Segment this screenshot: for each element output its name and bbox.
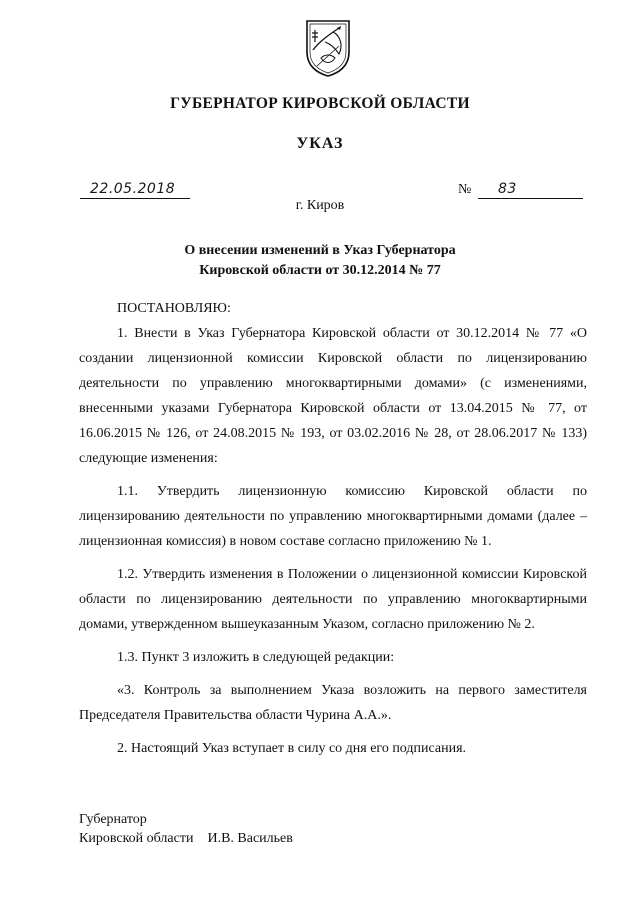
- number-field: [478, 182, 583, 199]
- signature-block: [79, 810, 293, 848]
- issuer-heading: ГУБЕРНАТОР КИРОВСКОЙ ОБЛАСТИ: [170, 95, 470, 112]
- coat-of-arms-icon: [303, 18, 353, 78]
- paragraph-1-3-quote: «3. Контроль за выполнением Указа возложить на первого заместителя Председателя Правительства области Чурина А.А.».: [79, 683, 587, 723]
- document-type-heading: УКАЗ: [296, 135, 344, 152]
- city-label: г. Киров: [295, 198, 345, 213]
- signatory-name: И.В. Васильев: [207, 831, 293, 846]
- subject-line-1: О внесении изменений в Указ Губернатора: [184, 243, 456, 258]
- subject-line-2: Кировской области от 30.12.2014 № 77: [199, 263, 441, 278]
- paragraph-1-3: 1.3. Пункт 3 изложить в следующей редакции:: [117, 650, 395, 665]
- document-body: [79, 296, 587, 761]
- paragraph-1: 1. Внести в Указ Губернатора Кировской области от 30.12.2014 № 77 «О создании лицензионной комиссии Кировской области по лицензированию деятельности по управлению многоквартирными домами» (с изменениями, внесенными указами Губернатора Кировской области от 13.04.2015 № 77, от 16.06.2015 № 126, от 24.08.2015 № 193, от 03.02.2016 № 28, от 28.06.2017 № 133) следующие изменения:: [79, 326, 587, 466]
- signatory-title-line-1: Губернатор: [79, 812, 147, 827]
- signatory-title-line-2: [79, 829, 293, 848]
- document-subject: [0, 241, 640, 281]
- paragraph-1-2: 1.2. Утвердить изменения в Положении о лицензионной комиссии Кировской области по лицензированию деятельности по управлению многоквартирными домами, утвержденном вышеуказанным Указом, согласно приложению № 2.: [79, 567, 587, 632]
- resolve-statement: ПОСТАНОВЛЯЮ:: [117, 301, 231, 316]
- paragraph-2: 2. Настоящий Указ вступает в силу со дня его подписания.: [117, 741, 467, 756]
- paragraph-1-1: 1.1. Утвердить лицензионную комиссию Кировской области по лицензированию деятельности по управлению многоквартирными домами (далее – лицензионная комиссия) в новом составе согласно приложению № 1.: [79, 484, 587, 549]
- number-label: №: [458, 182, 472, 197]
- date-field: [80, 182, 190, 199]
- number-value: 83: [498, 181, 517, 197]
- date-value: 22.05.2018: [90, 181, 176, 197]
- signatory-region: Кировской области: [79, 831, 194, 846]
